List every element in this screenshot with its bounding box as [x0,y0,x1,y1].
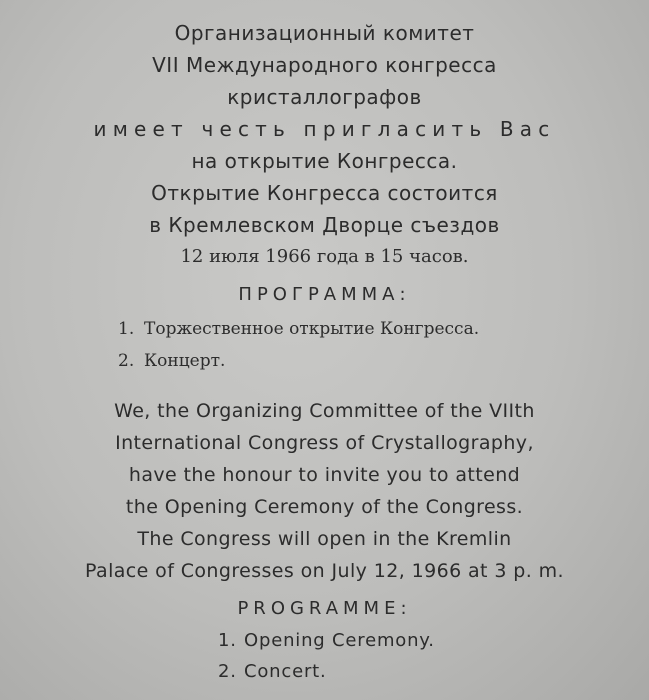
en-programme-item [218,661,327,683]
ru-line-kremlin-palace: в Кремлевском Дворце съездов [149,213,500,237]
ru-programme-item-number: 2. [118,351,135,371]
en-programme-item-text: Concert. [244,661,327,682]
en-programme-item-text: Opening Ceremony. [244,630,435,651]
en-line-committee: We, the Organizing Committee of the VIIth [114,400,535,422]
ru-programme-item-text: Торжественное открытие Конгресса. [144,319,480,339]
ru-line-committee: Организационный комитет [174,21,475,45]
ru-programme-item-text: Концерт. [144,351,226,371]
en-line-invite: have the honour to invite you to attend [128,464,521,486]
en-line-kremlin: The Congress will open in the Kremlin [137,528,512,550]
en-programme-item-number: 1. [218,630,237,651]
ru-line-honour: имеет честь пригласить Вас [93,117,556,141]
ru-line-opening: на открытие Конгресса. [191,149,458,173]
ru-programme-item [118,350,225,372]
en-programme-item-number: 2. [218,661,237,682]
en-line-date: Palace of Congresses on July 12, 1966 at 3 p. m. [85,560,564,582]
ru-programme-item-number: 1. [118,319,135,339]
ru-programme-item [118,318,479,340]
ru-line-crystallographers: кристаллографов [227,85,422,109]
en-line-congress: International Congress of Crystallography, [115,432,534,454]
en-line-ceremony: the Opening Ceremony of the Congress. [125,496,524,518]
en-programme-item [218,630,435,652]
ru-line-date: 12 июля 1966 года в 15 часов. [180,246,469,267]
ru-line-congress: VII Международного конгресса [152,53,497,77]
en-programme-heading: PROGRAMME: [237,598,412,619]
ru-line-will-take-place: Открытие Конгресса состоится [151,181,498,205]
ru-programme-heading: ПРОГРАММА: [238,284,411,305]
